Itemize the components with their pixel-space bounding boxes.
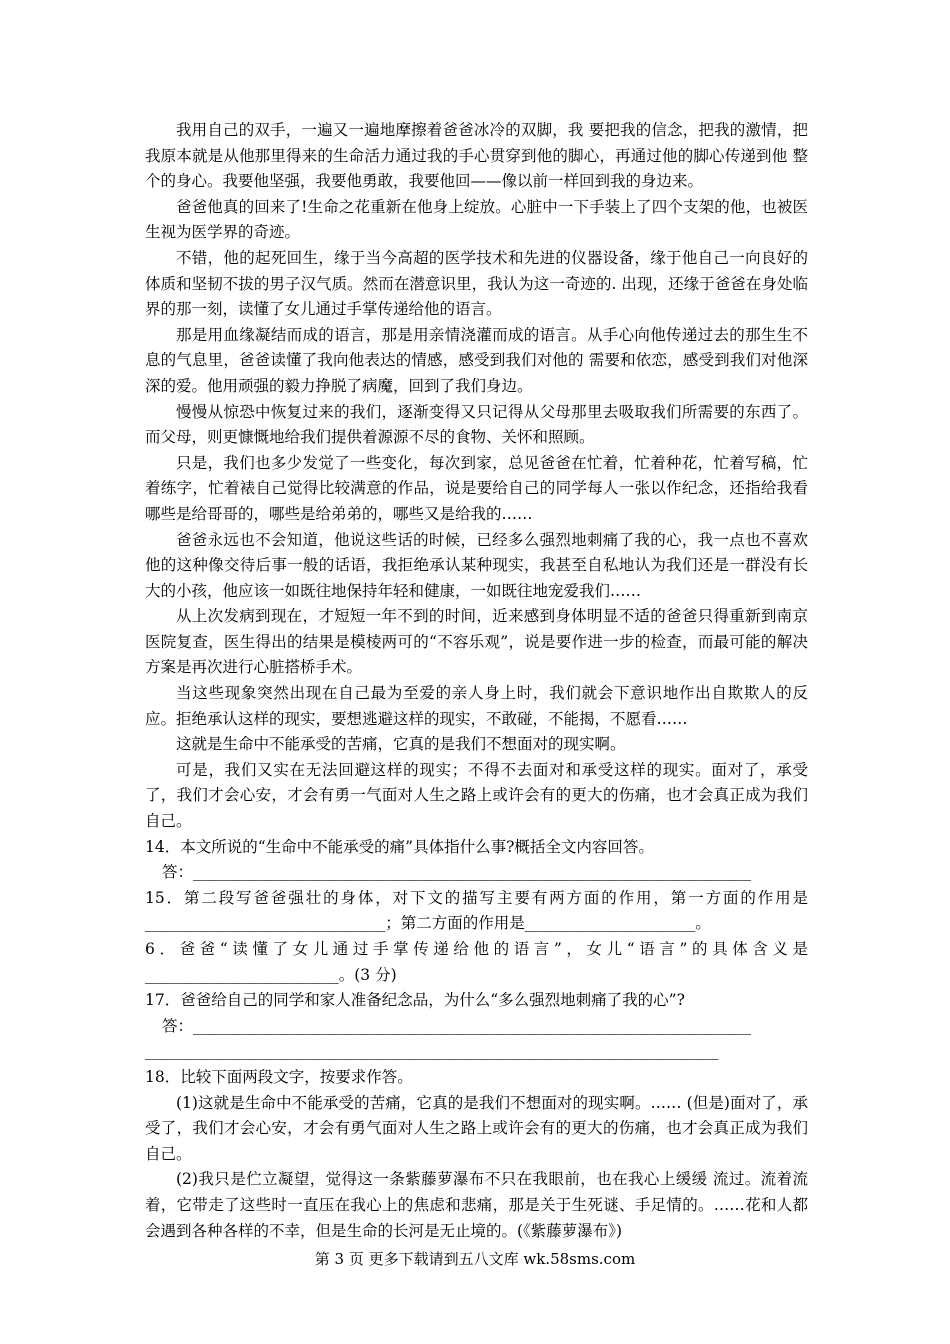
question-18-passage-1: (1)这就是生命中不能承受的苦痛，它真的是我们不想面对的现实啊。…… (但是)面对了，承受了，我们才会心安，才会有勇气面对人生之路上或许会有的更大的伤痛，也才会真正成为我们自己。 (145, 1093, 808, 1163)
paragraph: 从上次发病到现在，才短短一年不到的时间，近来感到身体明显不适的爸爸只得重新到南京医院复查，医生得出的结果是模棱两可的“不容乐观”，说是要作进一步的检查，而最可能的解决方案是再次进行心脏搭桥手术。 (145, 607, 808, 677)
paragraph: 我用自己的双手，一遍又一遍地摩擦着爸爸冰冷的双脚，我 要把我的信念，把我的激情，把我原本就是从他那里得来的生命活力通过我的手心贯穿到他的脚心，再通过他的脚心传递到他 整个的身心。我要他坚强，我要他勇敢，我要他回——像以前一样回到我的身边来。 (145, 121, 808, 191)
answer-line-17: 答：________________________________________________________________________ (162, 1016, 752, 1035)
paragraph: 只是，我们也多少发觉了一些变化，每次到家，总见爸爸在忙着，忙着种花，忙着写稿，忙着练字，忙着裱自己觉得比较满意的作品，说是要给自己的同学每人一张以作纪念，还指给我看哪些是给哥哥的，哪些是给弟弟的，哪些又是给我的…… (145, 453, 808, 523)
page-footer: 第 3 页 更多下载请到五八文库 wk.58sms.com (314, 1250, 636, 1268)
paragraph: 可是，我们又实在无法回避这样的现实；不得不去面对和承受这样的现实。面对了，承受了，我们才会心安，才会有勇一气面对人生之路上或许会有的更大的伤痛，也才会真正成为我们自己。 (145, 760, 808, 831)
document-body (145, 118, 808, 1244)
question-15: 15．第二段写爸爸强壮的身体，对下文的描写主要有两方面的作用，第一方面的作用是_______________________________；第二方面的作用是______________________。 (145, 888, 808, 933)
paragraph: 当这些现象突然出现在自己最为至爱的亲人身上时，我们就会下意识地作出自欺欺人的反应。拒绝承认这样的现实，要想逃避这样的现实，不敢碰，不能揭，不愿看…… (145, 684, 808, 728)
question-16: 6．爸爸“读懂了女儿通过手掌传递给他的语言”，女儿“语言”的具体含义是_________________________。(3 分) (145, 940, 808, 984)
paragraph: 不错，他的起死回生，缘于当今高超的医学技术和先进的仪器设备，缘于他自己一向良好的体质和坚韧不拔的男子汉气质。然而在潜意识里，我认为这一奇迹的. 出现，还缘于爸爸在身处临界的那一刻，读懂了女儿通过手掌传递给他的语言。 (145, 248, 808, 319)
paragraph: 这就是生命中不能承受的苦痛，它真的是我们不想面对的现实啊。 (176, 735, 626, 754)
question-18-passage-2: (2)我只是伫立凝望，觉得这一条紫藤萝瀑布不只在我眼前，也在我心上缓缓 流过。流着流着，它带走了这些时一直压在我心上的焦虑和悲痛，那是关于生死谜、手足情的。……花和人都会遇到各种各样的不幸，但是生命的长河是无止境的。(《紫藤萝瀑布》) (145, 1170, 808, 1240)
question-18: 18．比较下面两段文字，按要求作答。 (145, 1067, 413, 1086)
answer-line-14: 答：________________________________________________________________________ (162, 863, 752, 882)
answer-line-17-extra: __________________________________________________________________________ (145, 1042, 719, 1061)
paragraph: 爸爸他真的回来了!生命之花重新在他身上绽放。心脏中一下手装上了四个支架的他，也被医生视为医学界的奇迹。 (145, 197, 808, 242)
paragraph: 那是用血缘凝结而成的语言，那是用亲情浇灌而成的语言。从手心向他传递过去的那生生不息的气息里，爸爸读懂了我向他表达的情感，感受到我们对他的 需要和依恋，感受到我们对他深深的爱。他用顽强的毅力挣脱了病魔，回到了我们身边。 (145, 325, 808, 395)
question-14: 14．本文所说的“生命中不能承受的痛”具体指什么事?概括全文内容回答。 (145, 837, 654, 856)
paragraph: 慢慢从惊恐中恢复过来的我们，逐渐变得又只记得从父母那里去吸取我们所需要的东西了。而父母，则更慷慨地给我们提供着源源不尽的食物、关怀和照顾。 (145, 402, 808, 447)
question-17: 17．爸爸给自己的同学和家人准备纪念品，为什么“多么强烈地刺痛了我的心”? (145, 991, 685, 1010)
paragraph: 爸爸永远也不会知道，他说这些话的时候，已经多么强烈地刺痛了我的心，我一点也不喜欢他的这种像交待后事一般的话语，我拒绝承认某种现实，我甚至自私地认为我们还是一群没有长大的小孩，他应该一如既往地保持年轻和健康，一如既往地宠爱我们…… (145, 530, 808, 600)
